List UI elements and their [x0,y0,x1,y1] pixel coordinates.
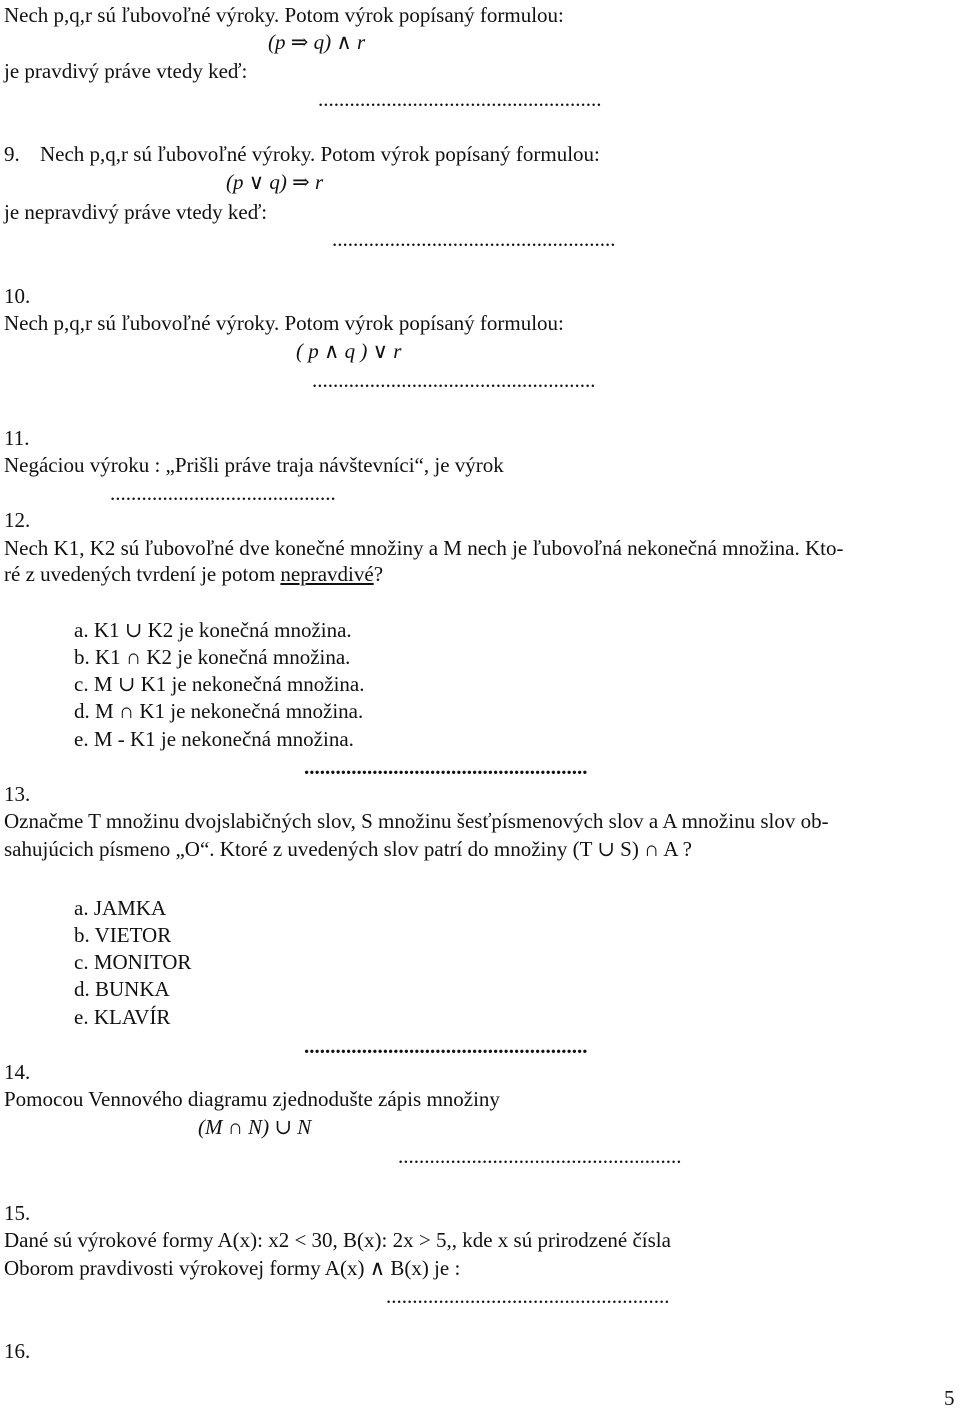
q12-option-a: a. K1 ∪ K2 je konečná množina. [74,618,352,642]
q13-answer-blank: ...................................................... [304,1034,588,1058]
q12-option-e: e. M - K1 je nekonečná množina. [74,727,354,751]
q13-option-a: a. JAMKA [74,896,167,920]
q10-formula: ( p ∧ q ) ∨ r [296,339,402,363]
q13-option-d: d. BUNKA [74,977,170,1001]
q9-label: 9. [4,142,20,166]
q12-text-2-underlined: nepravdivé [280,562,374,586]
q12-text-2 [4,564,383,585]
q10-label: 10. [4,284,31,308]
q11-answer-blank: ........................................... [110,481,336,505]
intro-line-1: Nech p,q,r sú ľubovoľné výroky. Potom výrok popísaný formulou: [4,3,564,27]
q9-answer-blank: ...................................................... [332,227,616,251]
q15-text-2: Oborom pravdivosti výrokovej formy A(x) ∧ B(x) je : [4,1256,461,1280]
q9-text: Nech p,q,r sú ľubovoľné výroky. Potom výrok popísaný formulou: [40,142,600,166]
q13-text-2: sahujúcich písmeno „O“. Ktoré z uvedených slov patrí do množiny (T ∪ S) ∩ A ? [4,837,692,861]
q14-label: 14. [4,1060,31,1084]
q12-option-d: d. M ∩ K1 je nekonečná množina. [74,699,364,723]
q9-formula: (p ∨ q) ⇒ r [226,170,324,194]
q13-label: 13. [4,782,31,806]
q12-text-2b: ? [373,562,384,586]
q14-text: Pomocou Vennového diagramu zjednodušte zápis množiny [4,1087,500,1111]
intro-line-2: je pravdivý práve vtedy keď: [4,59,248,83]
q10-answer-blank: ...................................................... [312,368,596,392]
q14-answer-blank: ...................................................... [398,1144,682,1168]
q12-text-1: Nech K1, K2 sú ľubovoľné dve konečné množiny a M nech je ľubovoľná nekonečná množina. Kto- [4,536,844,560]
page-number: 5 [944,1386,955,1410]
q11-text: Negáciou výroku : „Prišli práve traja návštevníci“, je výrok [4,453,504,477]
q12-option-b: b. K1 ∩ K2 je konečná množina. [74,645,351,669]
q10-text: Nech p,q,r sú ľubovoľné výroky. Potom výrok popísaný formulou: [4,311,564,335]
q9-line-2: je nepravdivý práve vtedy keď: [4,200,268,224]
q12-option-c: c. M ∪ K1 je nekonečná množina. [74,672,365,696]
q13-option-e: e. KLAVÍR [74,1005,171,1029]
q15-text-1: Dané sú výrokové formy A(x): x2 < 30, B(x): 2x > 5,, kde x sú prirodzené čísla [4,1228,671,1252]
q12-text-2a: ré z uvedených tvrdení je potom [4,562,281,586]
q13-option-b: b. VIETOR [74,923,172,947]
q13-text-1: Označme T množinu dvojslabičných slov, S množinu šesťpísmenových slov a A množinu slov ob- [4,809,829,833]
q11-label: 11. [4,426,30,450]
q13-option-c: c. MONITOR [74,950,192,974]
q12-label: 12. [4,508,31,532]
q16-label: 16. [4,1339,31,1363]
intro-formula: (p ⇒ q) ∧ r [268,30,366,54]
q15-label: 15. [4,1201,31,1225]
q15-answer-blank: ...................................................... [386,1284,670,1308]
intro-answer-blank: ...................................................... [318,87,602,111]
q14-formula: (M ∩ N) ∪ N [198,1115,312,1139]
q12-answer-blank: ...................................................... [304,755,588,779]
